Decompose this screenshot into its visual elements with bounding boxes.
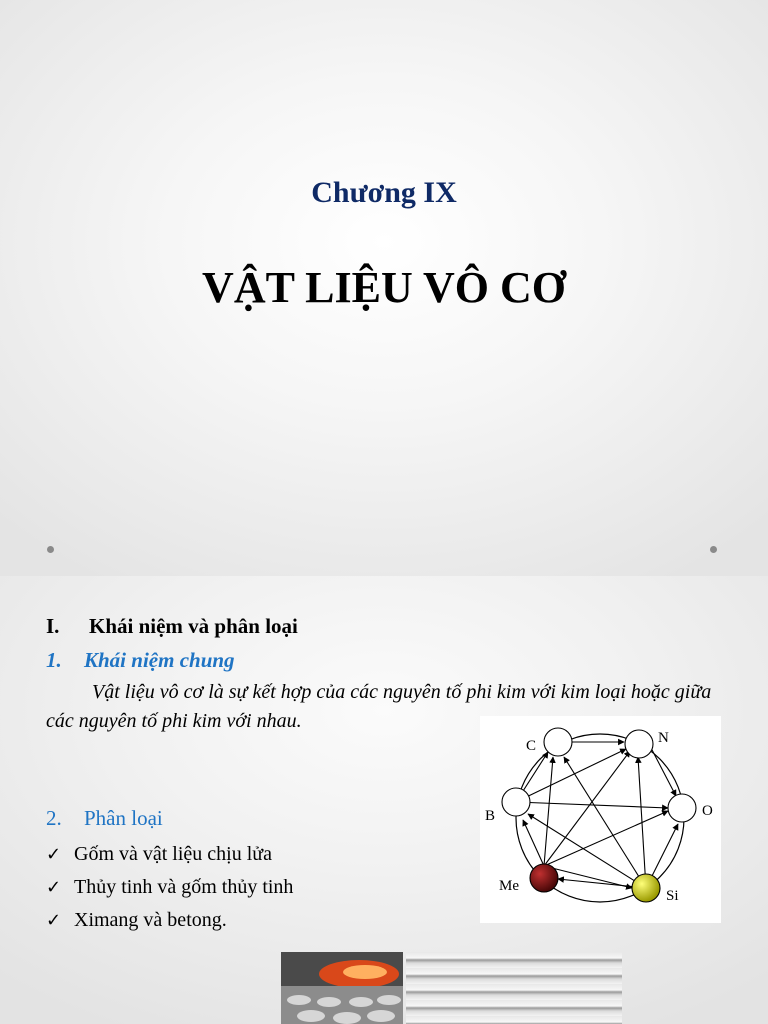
- list-item-text: Thủy tinh và gốm thủy tinh: [74, 876, 294, 898]
- node-me: [530, 864, 558, 892]
- node-label-c: C: [526, 738, 537, 754]
- node-n: [625, 730, 653, 758]
- node-si: [632, 874, 660, 902]
- node-label-b: B: [485, 808, 496, 824]
- slide-dot-left: [47, 546, 54, 553]
- section-title: Khái niệm và phân loại: [89, 614, 298, 638]
- node-b: [502, 788, 530, 816]
- list-item-text: Ximang và betong.: [74, 909, 227, 931]
- node-label-o: O: [702, 803, 713, 819]
- subheading-title: Khái niệm chung: [84, 648, 235, 672]
- check-icon: ✓: [46, 877, 62, 898]
- list-item: [46, 871, 293, 904]
- kiln-photo: [281, 952, 403, 1024]
- element-bonding-diagram: [480, 716, 721, 923]
- diagram-svg: [480, 716, 721, 923]
- kiln-image: [281, 952, 403, 1024]
- node-label-me: Me: [499, 878, 519, 894]
- list-item: [46, 904, 293, 937]
- classification-list: [46, 838, 293, 937]
- slide-dot-right: [710, 546, 717, 553]
- list-item-text: Gốm và vật liệu chịu lửa: [74, 843, 273, 865]
- check-icon: ✓: [46, 910, 62, 931]
- section-number: I.: [46, 614, 60, 638]
- section-heading: [46, 614, 298, 639]
- node-c: [544, 728, 572, 756]
- node-label-n: N: [658, 730, 669, 746]
- content-slide: [0, 576, 768, 1024]
- subheading-number: 2.: [46, 806, 62, 830]
- slide-title: VẬT LIỆU VÔ CƠ: [202, 263, 566, 312]
- definition-paragraph: Vật liệu vô cơ là sự kết hợp của các nguyên tố phi kim với kim loại hoặc giữa các nguyên tố phi kim với nhau.: [46, 681, 712, 732]
- node-label-si: Si: [666, 888, 679, 904]
- subheading-classification: [46, 806, 163, 831]
- subheading-concept: [46, 648, 235, 673]
- check-icon: ✓: [46, 844, 62, 865]
- subheading-number: 1.: [46, 648, 62, 672]
- chapter-label: Chương IX: [311, 176, 457, 209]
- plates-photo: [406, 952, 622, 1024]
- list-item: [46, 838, 293, 871]
- node-o: [668, 794, 696, 822]
- subheading-title: Phân loại: [84, 806, 163, 830]
